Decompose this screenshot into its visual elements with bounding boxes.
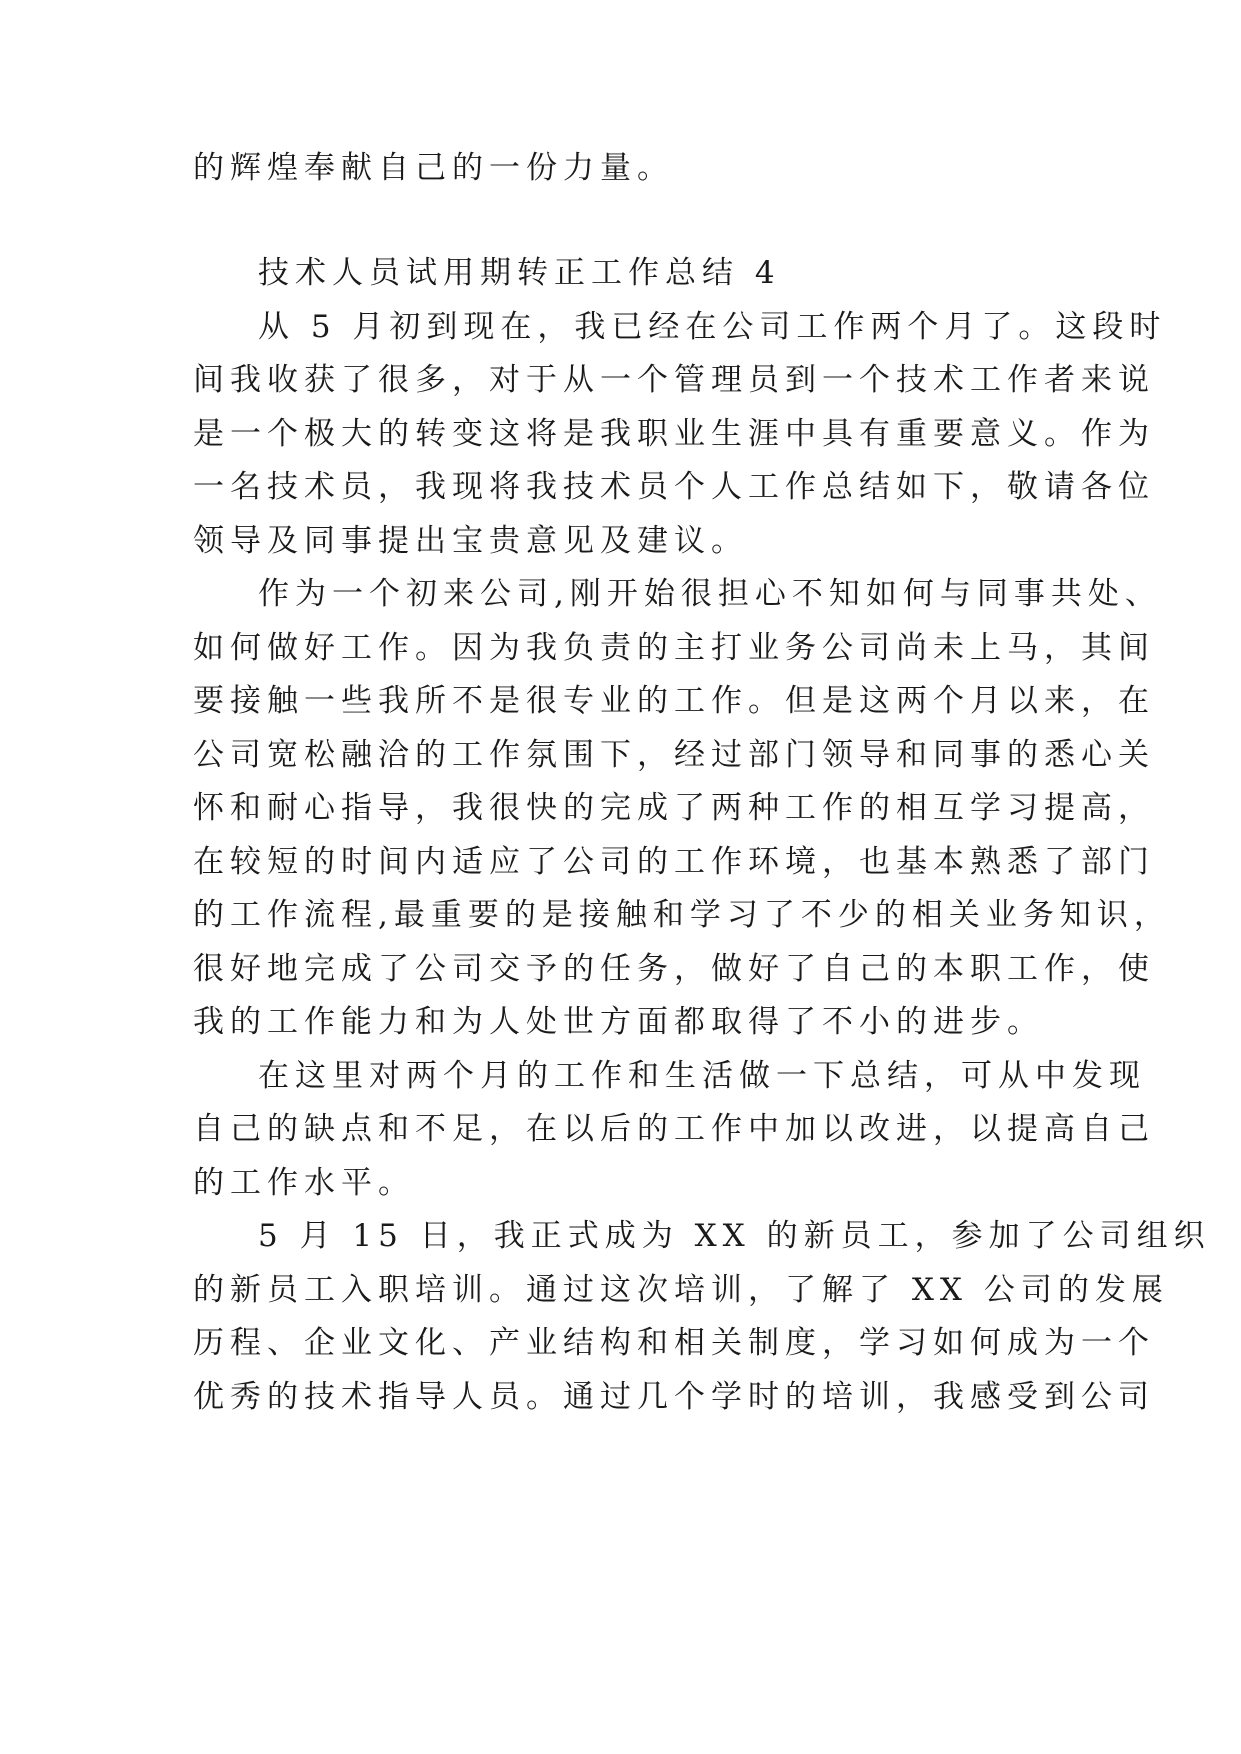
- text-line: 是一个极大的转变这将是我职业生涯中具有重要意义。作为: [193, 416, 1155, 452]
- text-line: 的工作水平。: [193, 1165, 415, 1201]
- text-line: 很好地完成了公司交予的任务，做好了自己的本职工作，使: [193, 951, 1155, 987]
- text-line: 优秀的技术指导人员。通过几个学时的培训，我感受到公司: [193, 1379, 1155, 1415]
- text-line: 领导及同事提出宝贵意见及建议。: [193, 523, 748, 559]
- text-line: 间我收获了很多，对于从一个管理员到一个技术工作者来说: [193, 362, 1155, 398]
- text-line: 一名技术员，我现将我技术员个人工作总结如下，敬请各位: [193, 469, 1155, 505]
- text-line: 自己的缺点和不足，在以后的工作中加以改进，以提高自己: [193, 1111, 1155, 1147]
- text-line: 的新员工入职培训。通过这次培训，了解了 XX 公司的发展: [193, 1272, 1169, 1308]
- text-line: 作为一个初来公司,刚开始很担心不知如何与同事共处、: [258, 576, 1162, 612]
- section-heading: 技术人员试用期转正工作总结 4: [258, 255, 781, 291]
- text-line: 的辉煌奉献自己的一份力量。: [193, 150, 674, 186]
- text-line: 要接触一些我所不是很专业的工作。但是这两个月以来，在: [193, 683, 1155, 719]
- text-line: 公司宽松融洽的工作氛围下，经过部门领导和同事的悉心关: [193, 737, 1155, 773]
- text-line: 历程、企业文化、产业结构和相关制度，学习如何成为一个: [193, 1325, 1155, 1361]
- text-line: 我的工作能力和为人处世方面都取得了不小的进步。: [193, 1004, 1044, 1040]
- text-line: 怀和耐心指导，我很快的完成了两种工作的相互学习提高，: [193, 790, 1155, 826]
- text-line: 从 5 月初到现在，我已经在公司工作两个月了。这段时: [258, 309, 1167, 345]
- text-line: 5 月 15 日，我正式成为 XX 的新员工，参加了公司组织: [258, 1218, 1211, 1254]
- text-line: 的工作流程,最重要的是接触和学习了不少的相关业务知识，: [193, 897, 1171, 933]
- text-line: 如何做好工作。因为我负责的主打业务公司尚未上马，其间: [193, 630, 1155, 666]
- text-line: 在较短的时间内适应了公司的工作环境，也基本熟悉了部门: [193, 844, 1155, 880]
- text-line: 在这里对两个月的工作和生活做一下总结，可从中发现: [258, 1058, 1146, 1094]
